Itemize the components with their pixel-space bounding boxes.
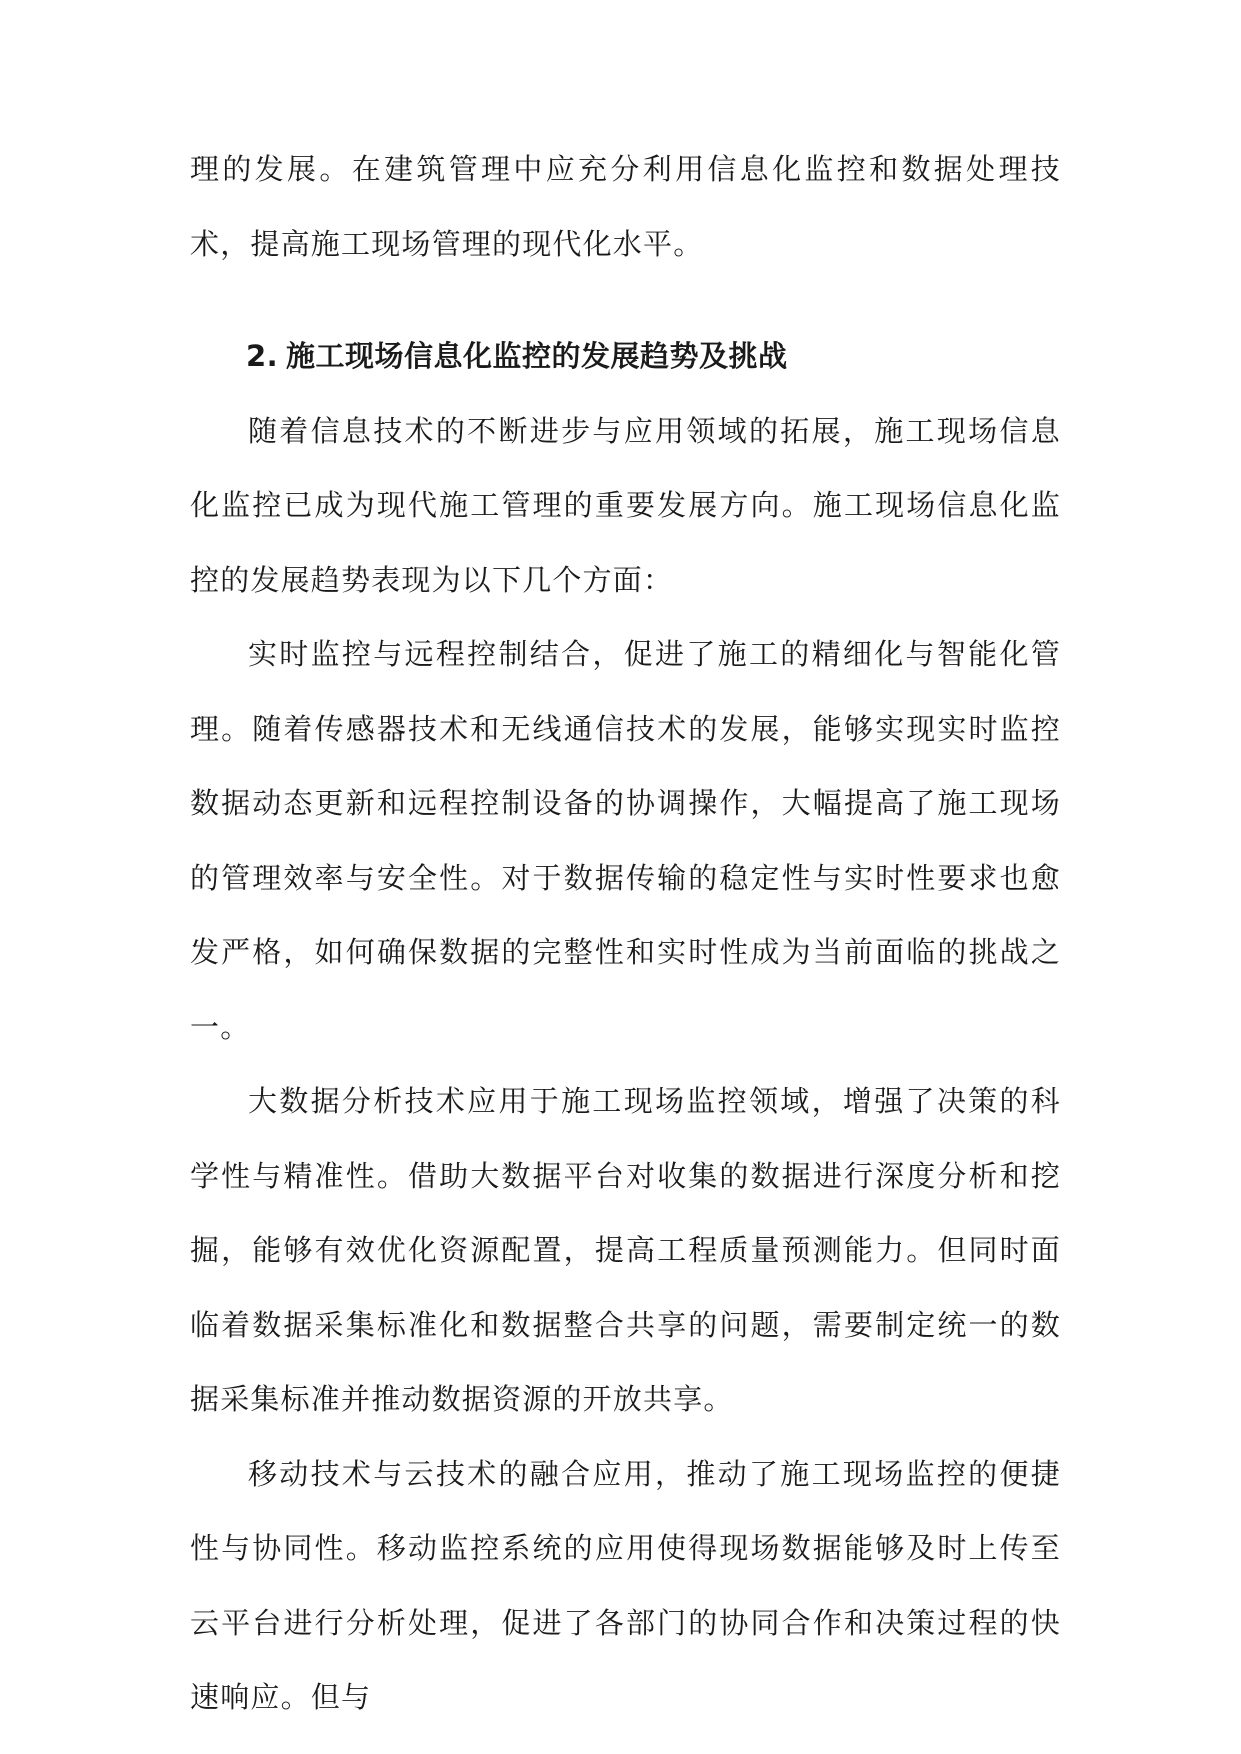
section-number: 2. [246, 339, 279, 373]
section-title: 施工现场信息化监控的发展趋势及挑战 [286, 339, 788, 373]
continued-paragraph: 理的发展。在建筑管理中应充分利用信息化监控和数据处理技术，提高施工现场管理的现代化水平。 [190, 152, 1061, 261]
document-page [190, 132, 1061, 1735]
section-heading [190, 319, 1061, 394]
body-paragraph-realtime: 实时监控与远程控制结合，促进了施工的精细化与智能化管理。随着传感器技术和无线通信技术的发展，能够实现实时监控数据动态更新和远程控制设备的协调操作，大幅提高了施工现场的管理效率与安全性。对于数据传输的稳定性与实时性要求也愈发严格，如何确保数据的完整性和实时性成为当前面临的挑战之一。 [190, 637, 1061, 1044]
body-paragraph-bigdata: 大数据分析技术应用于施工现场监控领域，增强了决策的科学性与精准性。借助大数据平台对收集的数据进行深度分析和挖掘，能够有效优化资源配置，提高工程质量预测能力。但同时面临着数据采集标准化和数据整合共享的问题，需要制定统一的数据采集标准并推动数据资源的开放共享。 [190, 1084, 1061, 1416]
body-paragraph-mobile-cloud: 移动技术与云技术的融合应用，推动了施工现场监控的便捷性与协同性。移动监控系统的应用使得现场数据能够及时上传至云平台进行分析处理，促进了各部门的协同合作和决策过程的快速响应。但与 [190, 1456, 1061, 1714]
body-paragraph-intro: 随着信息技术的不断进步与应用领域的拓展，施工现场信息化监控已成为现代施工管理的重要发展方向。施工现场信息化监控的发展趋势表现为以下几个方面： [190, 413, 1061, 597]
